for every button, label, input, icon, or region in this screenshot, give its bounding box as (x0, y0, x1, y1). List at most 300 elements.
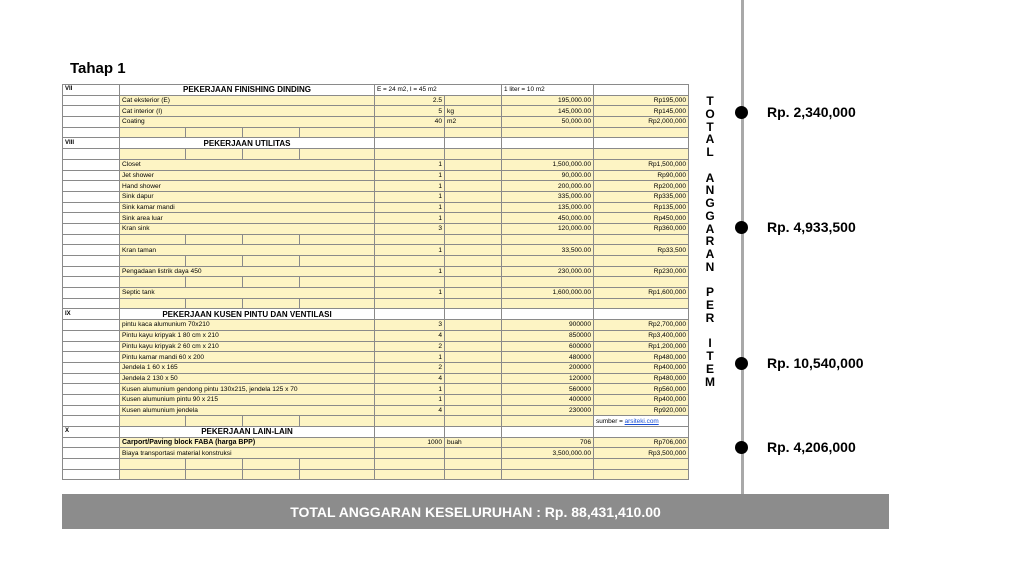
table-row (63, 95, 689, 106)
item-price: 850000 (502, 330, 594, 341)
vertical-caption-letter: G (705, 196, 715, 210)
item-price: 90,000.00 (502, 170, 594, 181)
table-cell (594, 277, 689, 288)
table-cell (300, 469, 375, 480)
vertical-caption-letter: T (706, 94, 714, 108)
table-cell (63, 394, 120, 405)
table-cell (594, 149, 689, 160)
table-row (63, 405, 689, 416)
item-total-finishing: Rp. 2,340,000 (767, 104, 856, 120)
timeline-line (741, 0, 744, 494)
table-cell (243, 416, 300, 427)
item-qty: 1 (375, 170, 445, 181)
item-price: 335,000.00 (502, 191, 594, 202)
table-cell (445, 127, 502, 138)
table-row (63, 469, 689, 480)
item-unit: kg (445, 106, 502, 117)
table-row (63, 149, 689, 160)
vertical-caption-letter: O (705, 106, 715, 121)
table-row (63, 416, 689, 427)
table-row (63, 437, 689, 448)
table-cell (594, 298, 689, 309)
item-qty: 1 (375, 159, 445, 170)
item-total: Rp2,000,000 (594, 117, 689, 128)
table-cell (375, 459, 445, 470)
item-price: 230,000.00 (502, 266, 594, 277)
table-cell (63, 405, 120, 416)
item-name: Sink dapur (120, 191, 375, 202)
item-qty: 4 (375, 405, 445, 416)
table-row (63, 117, 689, 128)
table-cell (375, 277, 445, 288)
item-unit (445, 405, 502, 416)
item-total: Rp200,000 (594, 181, 689, 192)
vertical-caption-letter: E (705, 298, 714, 312)
item-unit (445, 181, 502, 192)
table-cell (243, 234, 300, 245)
vertical-caption-letter: R (705, 234, 715, 249)
item-qty: 1 (375, 352, 445, 363)
table-cell (120, 459, 186, 470)
table-cell (186, 459, 243, 470)
item-price: 450,000.00 (502, 213, 594, 224)
table-cell (502, 256, 594, 267)
table-cell (63, 469, 120, 480)
item-price: 706 (502, 437, 594, 448)
item-total-lain: Rp. 4,206,000 (767, 439, 856, 455)
item-name: Pintu kayu kripyak 1 80 cm x 210 (120, 330, 375, 341)
table-row (63, 341, 689, 352)
table-row (63, 181, 689, 192)
item-name: Coating (120, 117, 375, 128)
item-unit (445, 341, 502, 352)
vertical-caption-letter: I (708, 336, 712, 351)
item-name: Kran taman (120, 245, 375, 256)
item-total: Rp360,000 (594, 223, 689, 234)
vertical-caption-letter: T (706, 119, 714, 134)
table-cell (502, 309, 594, 320)
table-cell (445, 234, 502, 245)
table-cell (120, 416, 186, 427)
table-row (63, 202, 689, 213)
table-row (63, 373, 689, 384)
item-unit (445, 448, 502, 459)
vertical-caption-letter: N (705, 259, 715, 274)
item-total-utilitas: Rp. 4,933,500 (767, 219, 856, 235)
item-qty: 4 (375, 373, 445, 384)
item-unit (445, 159, 502, 170)
item-unit (445, 384, 502, 395)
item-name: Kusen alumunium jendela (120, 405, 375, 416)
item-price: 120,000.00 (502, 223, 594, 234)
vertical-caption-letter: A (705, 247, 715, 261)
item-total: Rp450,000 (594, 213, 689, 224)
item-total: Rp3,500,000 (594, 448, 689, 459)
stage-title: Tahap 1 (70, 60, 126, 77)
item-total: Rp335,000 (594, 191, 689, 202)
table-cell (186, 127, 243, 138)
table-row (63, 245, 689, 256)
source-cell (594, 416, 689, 427)
table-cell (502, 127, 594, 138)
section-title: PEKERJAAN UTILITAS (120, 138, 375, 149)
table-cell (594, 85, 689, 96)
table-cell (445, 256, 502, 267)
table-cell (63, 373, 120, 384)
item-unit (445, 191, 502, 202)
item-total: Rp1,200,000 (594, 341, 689, 352)
timeline-dot (735, 106, 748, 119)
item-qty: 3 (375, 320, 445, 331)
item-unit (445, 95, 502, 106)
table-cell (243, 149, 300, 160)
table-cell (120, 127, 186, 138)
table-cell (445, 469, 502, 480)
table-cell (502, 298, 594, 309)
table-row (63, 330, 689, 341)
item-unit (445, 266, 502, 277)
table-cell (63, 223, 120, 234)
table-row (63, 234, 689, 245)
item-price: 50,000.00 (502, 117, 594, 128)
table-cell (594, 427, 689, 438)
item-total: Rp1,500,000 (594, 159, 689, 170)
item-total-kusen: Rp. 10,540,000 (767, 355, 864, 371)
table-cell (63, 170, 120, 181)
table-cell (594, 309, 689, 320)
item-unit (445, 213, 502, 224)
table-cell (186, 234, 243, 245)
table-cell (120, 256, 186, 267)
table-cell (63, 448, 120, 459)
table-cell (63, 320, 120, 331)
table-row (63, 352, 689, 363)
section-title: PEKERJAAN KUSEN PINTU DAN VENTILASI (120, 309, 375, 320)
table-cell (300, 234, 375, 245)
item-qty: 4 (375, 330, 445, 341)
item-name: Kran sink (120, 223, 375, 234)
table-cell (445, 416, 502, 427)
item-qty: 1 (375, 394, 445, 405)
table-cell (594, 138, 689, 149)
table-cell (186, 256, 243, 267)
item-total: Rp480,000 (594, 373, 689, 384)
table-row (63, 320, 689, 331)
vertical-caption-letter: G (705, 208, 715, 223)
item-total: Rp560,000 (594, 384, 689, 395)
table-cell (120, 149, 186, 160)
item-unit (445, 288, 502, 299)
table-cell (375, 149, 445, 160)
item-price: 195,000.00 (502, 95, 594, 106)
table-cell (445, 138, 502, 149)
table-cell (300, 256, 375, 267)
item-qty: 1 (375, 245, 445, 256)
table-cell (63, 362, 120, 373)
table-cell (375, 256, 445, 267)
table-cell (63, 288, 120, 299)
table-row (63, 213, 689, 224)
item-qty (375, 448, 445, 459)
table-cell (594, 127, 689, 138)
table-cell (186, 149, 243, 160)
table-cell (63, 181, 120, 192)
item-unit (445, 202, 502, 213)
item-unit: m2 (445, 117, 502, 128)
table-cell (63, 234, 120, 245)
item-name: Kusen alumunium pintu 90 x 215 (120, 394, 375, 405)
item-name: Hand shower (120, 181, 375, 192)
table-row (63, 298, 689, 309)
table-cell (120, 277, 186, 288)
table-cell (243, 256, 300, 267)
item-name: Cat eksterior (E) (120, 95, 375, 106)
section-number: VII (63, 85, 120, 96)
item-qty: 1 (375, 288, 445, 299)
table-cell (186, 277, 243, 288)
table-row (63, 362, 689, 373)
item-unit (445, 170, 502, 181)
item-name: Kusen alumunium gendong pintu 130x215, jendela 125 x 70 (120, 384, 375, 395)
grand-total-bar (62, 494, 889, 529)
grand-total-text: TOTAL ANGGARAN KESELURUHAN : Rp. 88,431,410.00 (290, 503, 661, 520)
item-name: Jet shower (120, 170, 375, 181)
table-cell (594, 459, 689, 470)
table-cell (445, 149, 502, 160)
item-total: Rp920,000 (594, 405, 689, 416)
item-total: Rp230,000 (594, 266, 689, 277)
table-row (63, 448, 689, 459)
table-cell (63, 106, 120, 117)
table-cell (63, 127, 120, 138)
item-qty: 2 (375, 341, 445, 352)
table-cell (375, 138, 445, 149)
item-price: 135,000.00 (502, 202, 594, 213)
item-total: Rp33,500 (594, 245, 689, 256)
table-cell (63, 352, 120, 363)
item-total: Rp480,000 (594, 352, 689, 363)
table-cell (502, 416, 594, 427)
vertical-caption-letter: A (705, 132, 715, 147)
item-qty: 1 (375, 202, 445, 213)
table-row (63, 106, 689, 117)
item-price: 400000 (502, 394, 594, 405)
vertical-caption-letter: A (705, 170, 715, 185)
item-name: Pengadaan listrik daya 450 (120, 266, 375, 277)
table-cell (243, 127, 300, 138)
table-row (63, 170, 689, 181)
vertical-caption-letter (708, 159, 711, 172)
table-row (63, 127, 689, 138)
table-cell (63, 277, 120, 288)
item-unit (445, 223, 502, 234)
table-cell (63, 245, 120, 256)
item-qty: 40 (375, 117, 445, 128)
table-cell (63, 95, 120, 106)
section-note: E = 24 m2, I = 45 m2 (375, 85, 502, 96)
item-name: pintu kaca alumunium 70x210 (120, 320, 375, 331)
source-link[interactable]: arsiteki.com (624, 417, 659, 425)
table-cell (63, 117, 120, 128)
item-name: Jendela 2 130 x 50 (120, 373, 375, 384)
item-price: 900000 (502, 320, 594, 331)
section-number: IX (63, 309, 120, 320)
table-cell (445, 298, 502, 309)
table-row (63, 288, 689, 299)
item-unit (445, 373, 502, 384)
table-cell (63, 384, 120, 395)
table-cell (120, 234, 186, 245)
vertical-caption-letter: A (705, 221, 715, 236)
table-cell (375, 427, 445, 438)
table-cell (502, 234, 594, 245)
item-price: 230000 (502, 405, 594, 416)
table-row (63, 223, 689, 234)
table-cell (502, 149, 594, 160)
item-total: Rp135,000 (594, 202, 689, 213)
table-cell (120, 469, 186, 480)
vertical-caption (702, 95, 718, 388)
table-cell (300, 298, 375, 309)
timeline-dot (735, 441, 748, 454)
table-cell (63, 202, 120, 213)
table-cell (63, 149, 120, 160)
item-total: Rp706,000 (594, 437, 689, 448)
section-title: PEKERJAAN LAIN-LAIN (120, 427, 375, 438)
item-name: Jendela 1 60 x 165 (120, 362, 375, 373)
item-unit (445, 352, 502, 363)
table-row (63, 138, 689, 149)
item-qty: 2.5 (375, 95, 445, 106)
table-row (63, 427, 689, 438)
table-cell (243, 298, 300, 309)
section-title: PEKERJAAN FINISHING DINDING (120, 85, 375, 96)
item-unit (445, 320, 502, 331)
item-price: 120000 (502, 373, 594, 384)
table-cell (375, 127, 445, 138)
table-cell (63, 330, 120, 341)
table-cell (243, 459, 300, 470)
table-cell (63, 341, 120, 352)
item-qty: 3 (375, 223, 445, 234)
vertical-caption-letter: T (706, 349, 714, 363)
item-qty: 1 (375, 213, 445, 224)
table-row (63, 191, 689, 202)
item-qty: 1 (375, 181, 445, 192)
item-name: Sink area luar (120, 213, 375, 224)
vertical-caption-letter: M (705, 374, 715, 389)
table-cell (502, 459, 594, 470)
item-total: Rp400,000 (594, 362, 689, 373)
item-price: 145,000.00 (502, 106, 594, 117)
item-price: 1,600,000.00 (502, 288, 594, 299)
table-row (63, 384, 689, 395)
table-cell (186, 416, 243, 427)
item-name: Closet (120, 159, 375, 170)
table-row (63, 394, 689, 405)
table-cell (300, 149, 375, 160)
item-name: Cat interior (I) (120, 106, 375, 117)
table-cell (63, 191, 120, 202)
table-cell (445, 427, 502, 438)
section-number: VIII (63, 138, 120, 149)
table-row (63, 309, 689, 320)
item-unit: buah (445, 437, 502, 448)
vertical-caption-letter: N (705, 183, 715, 198)
item-price: 33,500.00 (502, 245, 594, 256)
table-cell (63, 298, 120, 309)
vertical-caption-letter: P (705, 285, 714, 300)
item-unit (445, 245, 502, 256)
table-cell (186, 469, 243, 480)
table-cell (445, 459, 502, 470)
item-price: 600000 (502, 341, 594, 352)
item-total: Rp145,000 (594, 106, 689, 117)
timeline-dot (735, 221, 748, 234)
table-cell (63, 437, 120, 448)
table-cell (594, 234, 689, 245)
item-name: Carport/Paving block FABA (harga BPP) (120, 437, 375, 448)
budget-table (62, 84, 689, 480)
item-qty: 1 (375, 191, 445, 202)
item-name: Pintu kamar mandi 60 x 200 (120, 352, 375, 363)
table-cell (445, 309, 502, 320)
table-cell (375, 469, 445, 480)
item-qty: 1 (375, 384, 445, 395)
item-total: Rp3,400,000 (594, 330, 689, 341)
item-name: Sink kamar mandi (120, 202, 375, 213)
table-cell (502, 469, 594, 480)
item-price: 3,500,000.00 (502, 448, 594, 459)
table-row (63, 85, 689, 96)
item-name: Biaya transportasi material konstruksi (120, 448, 375, 459)
timeline-dot (735, 357, 748, 370)
table-cell (300, 416, 375, 427)
table-cell (300, 459, 375, 470)
table-row (63, 277, 689, 288)
table-cell (63, 266, 120, 277)
table-cell (300, 277, 375, 288)
item-price: 200,000.00 (502, 181, 594, 192)
item-name: Septic tank (120, 288, 375, 299)
table-cell (63, 213, 120, 224)
item-total: Rp195,000 (594, 95, 689, 106)
table-cell (120, 298, 186, 309)
item-qty: 5 (375, 106, 445, 117)
table-row (63, 266, 689, 277)
source-label: sumber = (596, 417, 625, 425)
section-note: 1 liter = 10 m2 (502, 85, 594, 96)
item-unit (445, 330, 502, 341)
budget-table-body (63, 85, 689, 480)
table-cell (243, 277, 300, 288)
table-cell (502, 277, 594, 288)
item-total: Rp400,000 (594, 394, 689, 405)
item-qty: 2 (375, 362, 445, 373)
item-price: 480000 (502, 352, 594, 363)
item-total: Rp1,600,000 (594, 288, 689, 299)
table-cell (243, 469, 300, 480)
item-price: 200000 (502, 362, 594, 373)
table-cell (445, 277, 502, 288)
item-name: Pintu kayu kripyak 2 60 cm x 210 (120, 341, 375, 352)
table-cell (502, 427, 594, 438)
table-cell (375, 298, 445, 309)
table-cell (186, 298, 243, 309)
table-cell (594, 256, 689, 267)
vertical-caption-letter: L (706, 145, 714, 159)
table-cell (594, 469, 689, 480)
